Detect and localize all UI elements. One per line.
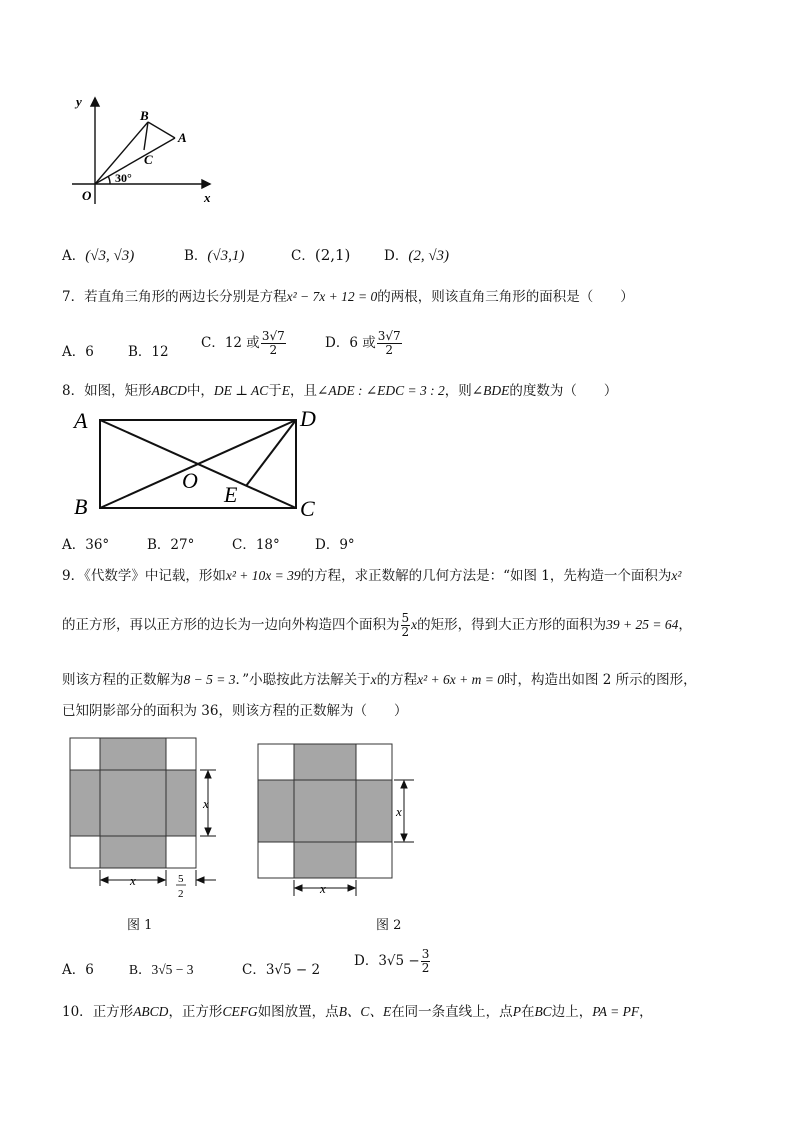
q8-fig-c: C [300,496,315,520]
fig6-b-label: B [140,108,149,123]
angle-arc [108,176,110,184]
q9-options [62,948,462,986]
q9-line-3: 则该方程的正数解为8 − 5 = 3．”小聪按此方法解关于x的方程x² + 6x + m = 0时，构造出如图 2 所示的图形， [62,672,697,688]
q6-options [62,244,482,266]
q9-figure-1 [64,734,224,906]
q7-option-a[interactable]: A．6 [62,344,94,360]
fig6-o-label: O [82,188,92,203]
q7-option-c[interactable]: C．12 或 $\frac{3√7}{2}$ [201,329,285,357]
q7-option-b[interactable]: B．12 [128,344,169,360]
y-axis-arrow [91,98,99,106]
fig2-x-horizontal: x [320,881,326,896]
fig1-center-square [100,770,166,836]
q8-option-c[interactable]: C．18° [232,537,280,553]
segment-DE [246,420,296,486]
q7-options [62,330,462,368]
q9-option-c[interactable]: C．3√5 − 2 [242,962,321,978]
q8-fig-a: A [74,408,88,433]
q8-fig-o: O [182,468,198,493]
q8-rectangle-figure [70,400,330,520]
fig1-two: 2 [178,888,184,900]
q7-c-fraction: $\frac{3√7}{2}$ [261,329,285,357]
fig2-bottom-rect [294,842,356,878]
fig2-left-rect [258,780,294,842]
fig1-left-rect [70,770,100,836]
fig2-x-vertical: x [396,804,402,819]
fig6-angle-label: 30° [115,171,132,185]
fig2-center-square [294,780,356,842]
q8-options [62,533,402,553]
fig1-top-rect [100,738,166,770]
fig6-x-label: x [204,190,211,205]
q8-option-b[interactable]: B．27° [147,537,195,553]
fig1-five: 5 [178,873,184,885]
fig2-caption: 图 2 [376,918,402,933]
fig2-right-rect [356,780,392,842]
q9-five-halves: $\frac{5}{2}$ [401,611,410,639]
q10-stem: 10．正方形ABCD，正方形CEFG如图放置，点B、C、E在同一条直线上，点P在BC边上，PA = PF， [62,1004,653,1020]
fig1-x-horizontal: x [130,873,136,888]
q6-option-c[interactable]: C．(2,1) [291,246,351,264]
q9-line-4: 已知阴影部分的面积为 36，则该方程的正数解为（ ） [62,703,408,719]
fig1-caption: 图 1 [127,918,153,933]
fig2-top-rect [294,744,356,780]
q8-stem: 8．如图，矩形ABCD中，DE ⊥ AC于E，且∠ADE : ∠EDC = 3 : 2，则∠BDE的度数为（ ） [62,383,618,399]
fig6-c-label: C [144,152,153,167]
q7-d-fraction: $\frac{3√7}{2}$ [377,329,401,357]
q9-option-a[interactable]: A．6 [62,962,94,978]
q9-d-fraction: $\frac{3}{2}$ [421,947,430,975]
q7-option-d[interactable]: D．6 或 $\frac{3√7}{2}$ [325,329,401,357]
fig6-a-label: A [178,130,187,145]
q8-fig-d: D [300,406,316,431]
q9-figure-2 [252,740,422,900]
q8-option-a[interactable]: A．36° [62,537,110,553]
segment-BA [148,122,175,138]
q6-option-d[interactable]: D．(2, √3) [384,248,450,264]
q6-coordinate-figure [66,92,216,210]
q9-option-b[interactable]: B．3√5 − 3 [129,962,194,977]
q9-line-2: 的正方形，再以正方形的边长为一边向外构造四个面积为 $\frac{5}{2}$ x的矩形，得到大正方形的面积为39 + 25 = 64， [62,611,692,639]
q8-fig-b: B [74,494,88,519]
q9-option-d[interactable]: D．3√5 − $\frac{3}{2}$ [354,947,430,975]
fig1-right-rect [166,770,196,836]
q6-option-b[interactable]: B．(√3,1) [184,248,245,264]
q6-option-a[interactable]: A．(√3, √3) [62,248,135,264]
fig6-y-label: y [76,94,82,109]
x-axis-arrow [202,180,210,188]
q8-fig-e: E [224,482,238,507]
q8-option-d[interactable]: D．9° [315,537,355,553]
q9-line-1: 9．《代数学》中记载，形如x² + 10x = 39的方程，求正数解的几何方法是：“如图 1，先构造一个面积为x² [62,568,682,584]
fig1-x-vertical: x [203,796,209,811]
q7-stem: 7．若直角三角形的两边长分别是方程x² − 7x + 12 = 0的两根，则该直角三角形的面积是（ ） [62,289,634,305]
fig1-bottom-rect [100,836,166,868]
segment-OA [95,138,175,184]
